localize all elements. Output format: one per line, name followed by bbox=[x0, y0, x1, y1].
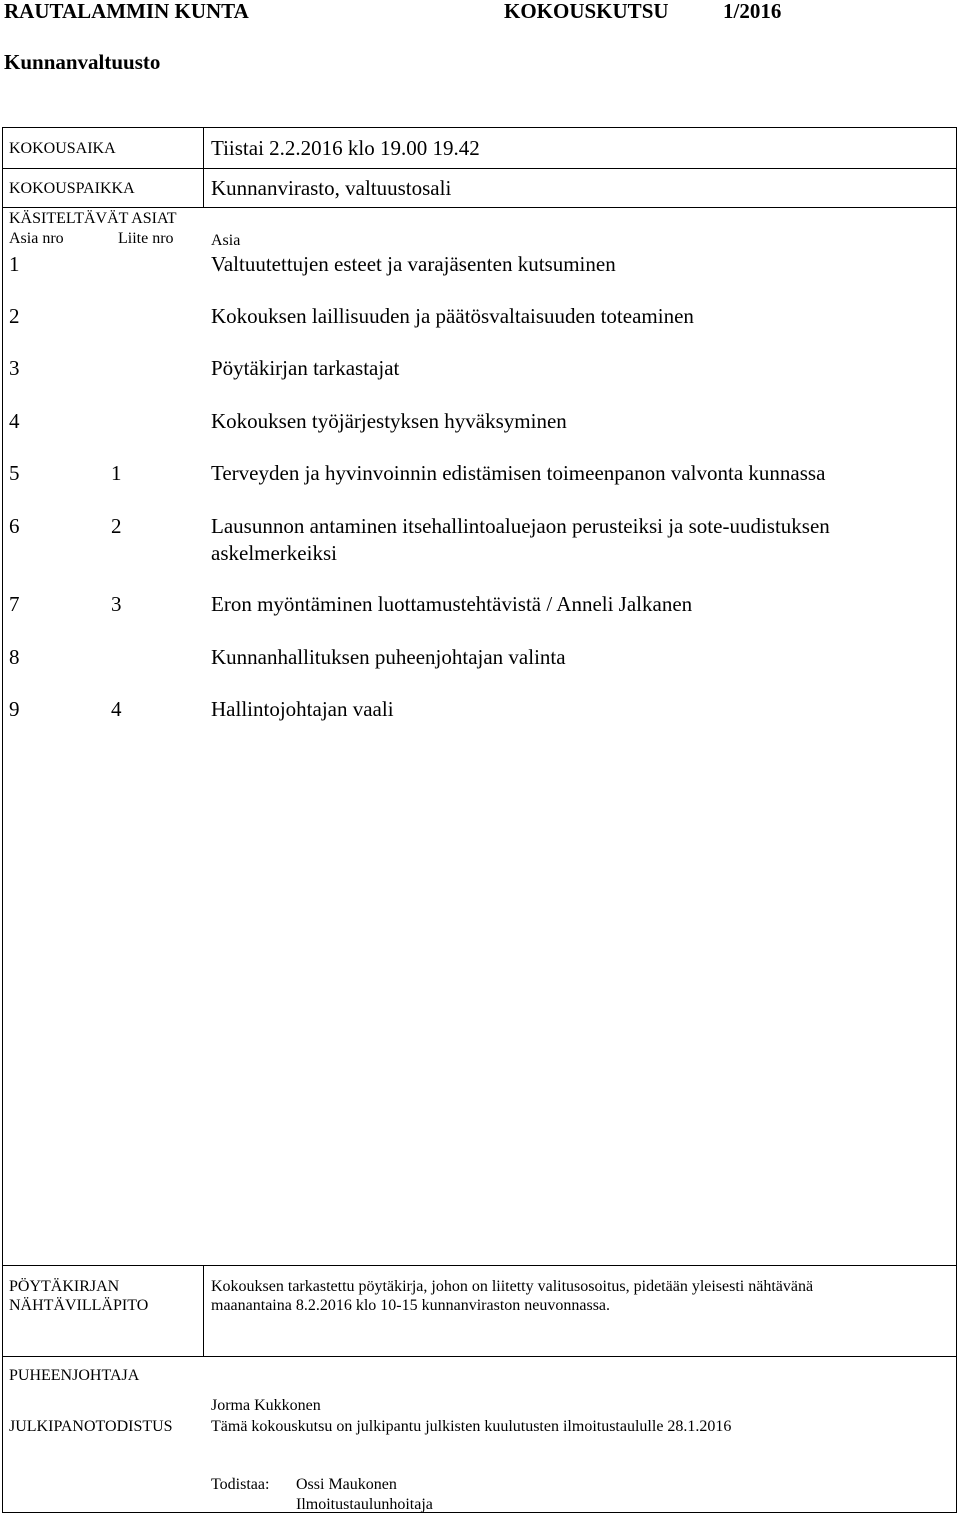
document-number: 1/2016 bbox=[723, 0, 782, 23]
agenda-item-number: 6 bbox=[9, 514, 20, 538]
agenda-item-title-continued: askelmerkeiksi bbox=[211, 541, 337, 565]
meeting-time-value: Tiistai 2.2.2016 klo 19.00 19.42 bbox=[211, 136, 480, 160]
agenda-col-nro: Asia nro bbox=[9, 230, 64, 247]
agenda-item-number: 1 bbox=[9, 252, 20, 276]
agenda-item-number: 2 bbox=[9, 304, 20, 328]
witness-title: Ilmoitustaulunhoitaja bbox=[296, 1496, 433, 1513]
agenda-item-title: Kunnanhallituksen puheenjohtajan valinta bbox=[211, 645, 566, 669]
agenda-item-attachment: 3 bbox=[111, 592, 122, 616]
agenda-item-title: Kokouksen laillisuuden ja päätösvaltaisuuden toteaminen bbox=[211, 304, 694, 328]
agenda-item-number: 5 bbox=[9, 461, 20, 485]
witness-label: Todistaa: bbox=[211, 1476, 270, 1493]
agenda-item-number: 4 bbox=[9, 409, 20, 433]
organ-name: Kunnanvaltuusto bbox=[4, 50, 161, 74]
minutes-text-continued: maanantaina 8.2.2016 klo 10-15 kunnanviraston neuvonnassa. bbox=[211, 1297, 611, 1314]
row-divider bbox=[2, 207, 957, 208]
agenda-item-title: Valtuutettujen esteet ja varajäsenten kutsuminen bbox=[211, 252, 616, 276]
agenda-item-title: Pöytäkirjan tarkastajat bbox=[211, 356, 400, 380]
column-divider bbox=[203, 1265, 204, 1357]
agenda-item-number: 3 bbox=[9, 356, 20, 380]
row-divider bbox=[2, 1356, 957, 1357]
minutes-text: Kokouksen tarkastettu pöytäkirja, johon on liitetty valitusosoitus, pidetään yleisesti nähtävänä bbox=[211, 1278, 814, 1295]
row-divider bbox=[2, 168, 957, 169]
minutes-label-continued: NÄHTÄVILLÄPITO bbox=[9, 1297, 149, 1314]
agenda-item-number: 9 bbox=[9, 697, 20, 721]
agenda-section-label: KÄSITELTÄVÄT ASIAT bbox=[9, 210, 177, 227]
meeting-place-label: KOKOUSPAIKKA bbox=[9, 180, 135, 197]
meeting-time-label: KOKOUSAIKA bbox=[9, 140, 116, 157]
witness-name: Ossi Maukonen bbox=[296, 1476, 397, 1493]
agenda-item-title: Hallintojohtajan vaali bbox=[211, 697, 394, 721]
agenda-item-title: Terveyden ja hyvinvoinnin edistämisen toimeenpanon valvonta kunnassa bbox=[211, 461, 826, 485]
agenda-item-number: 8 bbox=[9, 645, 20, 669]
document-type: KOKOUSKUTSU bbox=[504, 0, 669, 23]
agenda-col-liite: Liite nro bbox=[118, 230, 174, 247]
meeting-place-value: Kunnanvirasto, valtuustosali bbox=[211, 176, 452, 200]
chair-label: PUHEENJOHTAJA bbox=[9, 1367, 140, 1384]
agenda-item-number: 7 bbox=[9, 592, 20, 616]
agenda-item-attachment: 1 bbox=[111, 461, 122, 485]
agenda-item-attachment: 2 bbox=[111, 514, 122, 538]
agenda-item-attachment: 4 bbox=[111, 697, 122, 721]
notice-text: Tämä kokouskutsu on julkipantu julkisten kuulutusten ilmoitustaululle 28.1.2016 bbox=[211, 1418, 732, 1435]
agenda-item-title: Eron myöntäminen luottamustehtävistä / Anneli Jalkanen bbox=[211, 592, 693, 616]
chair-name: Jorma Kukkonen bbox=[211, 1397, 321, 1414]
agenda-item-title: Kokouksen työjärjestyksen hyväksyminen bbox=[211, 409, 567, 433]
notice-label: JULKIPANOTODISTUS bbox=[9, 1418, 173, 1435]
agenda-col-asia: Asia bbox=[211, 232, 241, 249]
municipality-name: RAUTALAMMIN KUNTA bbox=[4, 0, 249, 23]
row-divider bbox=[2, 1265, 957, 1266]
column-divider bbox=[203, 127, 204, 208]
agenda-item-title: Lausunnon antaminen itsehallintoaluejaon perusteiksi ja sote-uudistuksen bbox=[211, 514, 830, 538]
minutes-label: PÖYTÄKIRJAN bbox=[9, 1278, 120, 1295]
